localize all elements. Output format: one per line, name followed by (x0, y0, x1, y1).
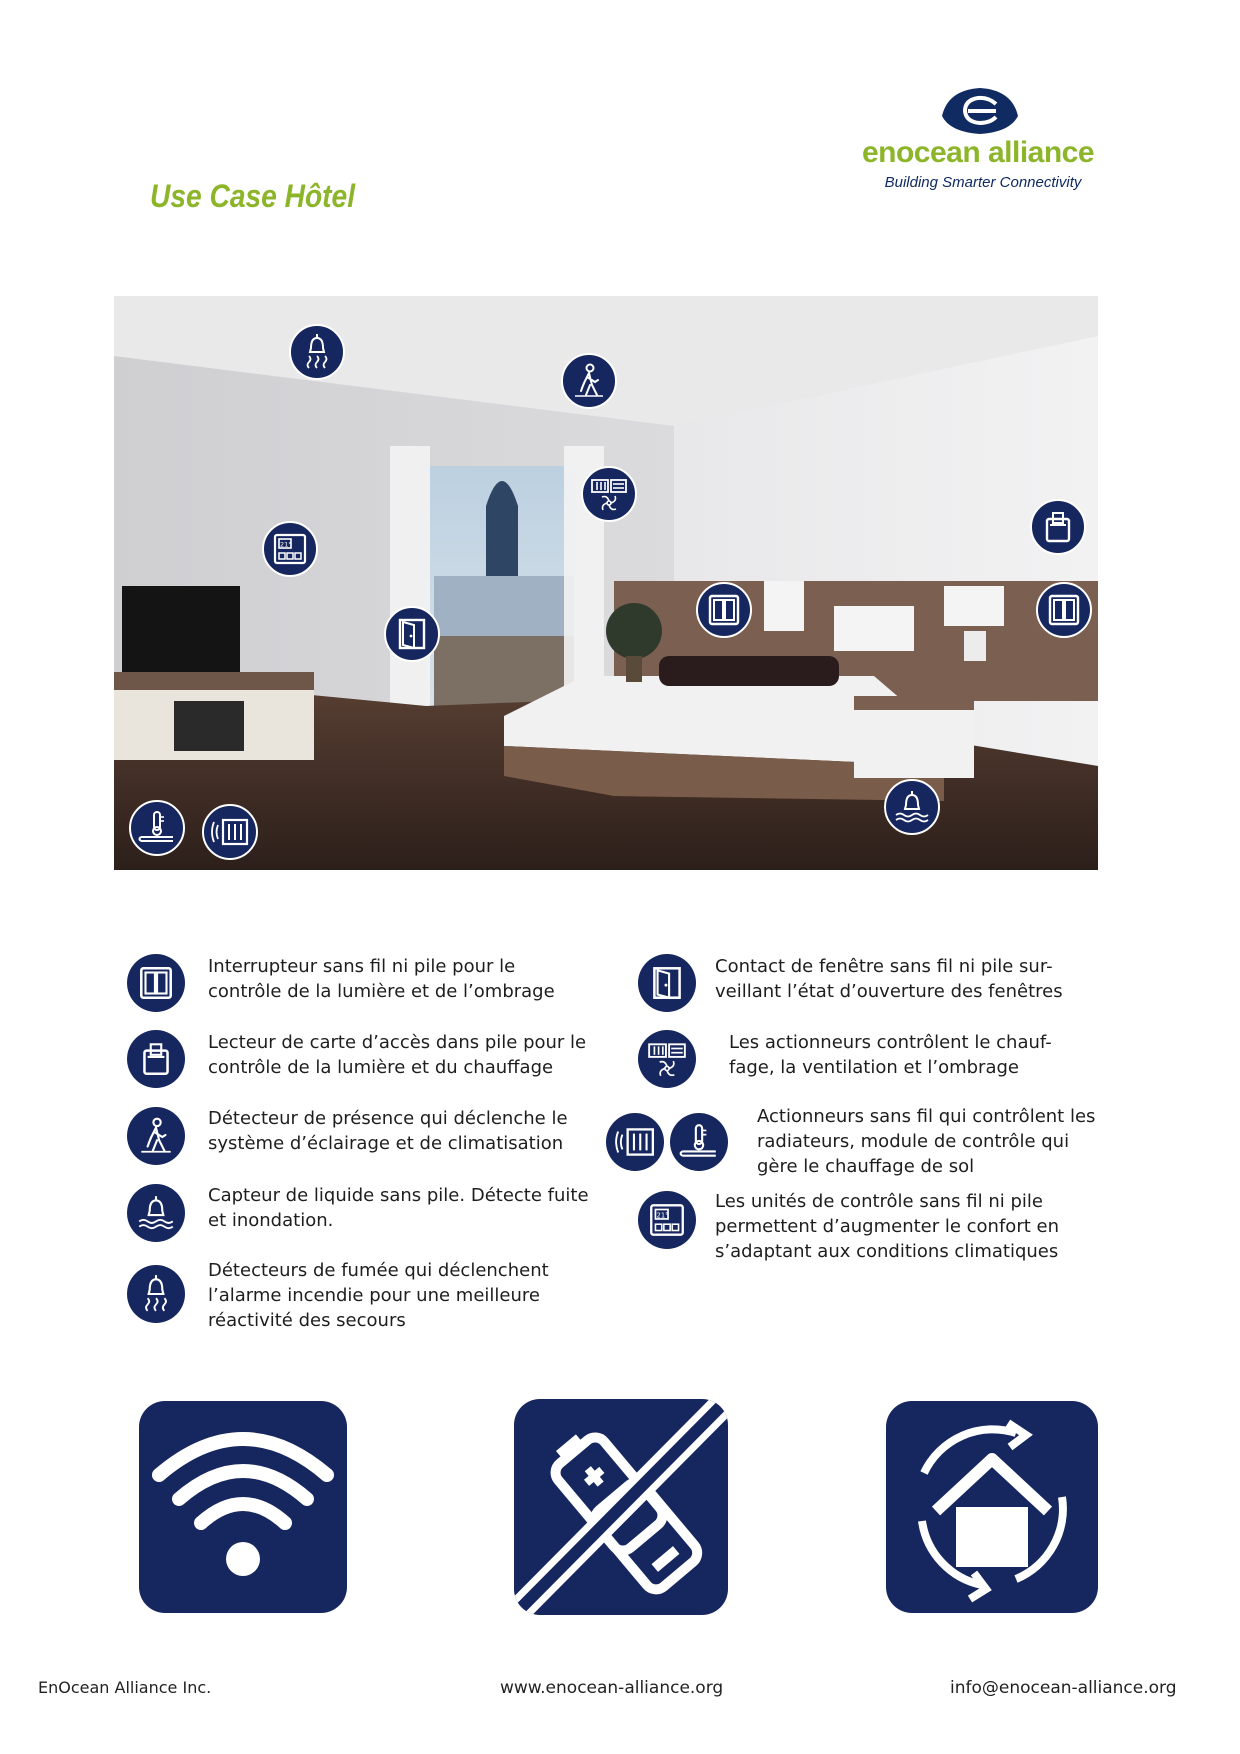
brand-name: enocean alliance (861, 136, 1095, 169)
light-switch-icon (127, 954, 185, 1012)
legend-radiator-floor-heating: Actionneurs sans fil qui contrôlent les radiateurs, module de contrôle qui gère le chauffage de sol (757, 1106, 1096, 1177)
light-switch-icon (696, 582, 752, 638)
light-switch-icon (1036, 582, 1092, 638)
wireless-icon (139, 1401, 347, 1613)
legend-window-contact: Contact de fenêtre sans fil ni pile sur- veillant l’état d’ouverture des fenêtres (715, 956, 1063, 1002)
actuator-icon (581, 466, 637, 522)
legend-actuators: Les actionneurs contrôlent le chauf- fage, la ventilation et l’ombrage (729, 1032, 1052, 1078)
smart-home-cycle-icon (886, 1401, 1098, 1613)
legend-presence-detector: Détecteur de présence qui déclenche le système d’éclairage et de climatisation (208, 1108, 568, 1154)
page-title: Use Case Hôtel (150, 178, 356, 214)
legend-liquid-sensor: Capteur de liquide sans pile. Détecte fuite et inondation. (208, 1185, 589, 1231)
radiator-icon (202, 804, 258, 860)
thermostat-icon (262, 521, 318, 577)
legend-card-reader: Lecteur de carte d’accès dans pile pour le contrôle de la lumière et du chauffage (208, 1032, 587, 1078)
liquid-sensor-icon (127, 1184, 185, 1242)
brand-tagline: Building Smarter Connectivity (884, 174, 1082, 191)
actuator-icon (638, 1030, 696, 1088)
thermostat-icon (638, 1191, 696, 1249)
footer-company: EnOcean Alliance Inc. (38, 1678, 212, 1697)
legend-light-switch: Interrupteur sans fil ni pile pour le contrôle de la lumière et de l’ombrage (208, 956, 555, 1002)
hotel-room-photo (114, 296, 1098, 870)
enocean-logo-mark-icon (938, 86, 1022, 136)
legend-smoke-detector: Détecteurs de fumée qui déclenchent l’alarme incendie pour une meilleure réactivité des secours (208, 1260, 549, 1331)
footer-email[interactable]: info@enocean-alliance.org (950, 1678, 1177, 1698)
window-contact-icon (638, 954, 696, 1012)
presence-detector-icon (561, 353, 617, 409)
radiator-icon (606, 1113, 664, 1171)
footer-website[interactable]: www.enocean-alliance.org (500, 1678, 724, 1698)
liquid-sensor-icon (884, 779, 940, 835)
card-reader-icon (1030, 499, 1086, 555)
presence-detector-icon (127, 1107, 185, 1165)
legend-control-units: Les unités de contrôle sans fil ni pile permettent d’augmenter le confort en s’adaptant aux conditions climatiques (715, 1191, 1059, 1262)
no-battery-icon (514, 1399, 728, 1615)
card-reader-icon (127, 1030, 185, 1088)
floor-heating-icon (129, 800, 185, 856)
smoke-detector-icon (127, 1265, 185, 1323)
enocean-logo (858, 86, 1098, 196)
window-contact-icon (384, 606, 440, 662)
smoke-detector-icon (289, 324, 345, 380)
floor-heating-icon (670, 1113, 728, 1171)
